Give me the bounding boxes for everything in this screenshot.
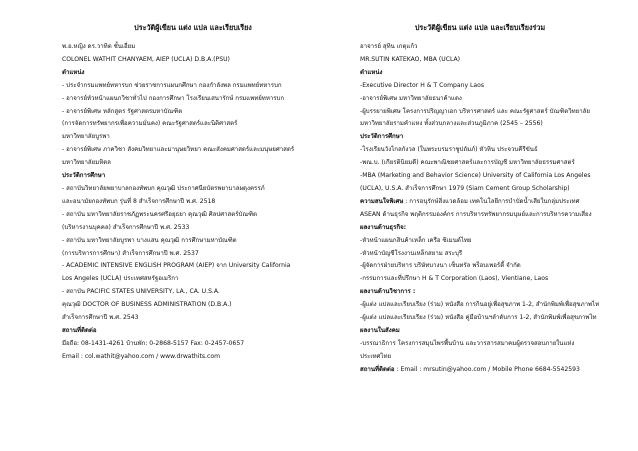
education-line: -MBA (Marketing and Behavior Science) University of California Los Angeles [360,172,591,180]
contact-paragraph [360,364,600,377]
society-heading: ผลงานในสังคม [360,326,400,334]
position-heading: ตำแหน่ง [360,68,383,76]
position-line: มหาวิทยาลัยมหิดล [62,159,111,167]
business-line: -ผู้จัดการฝ่ายบริหาร บริษัทบางนา เซ็นทรัล พร็อบเพอร์ตี้ จำกัด [360,262,521,270]
business-heading: ผลงานด้านธุรกิจ: [360,223,407,231]
education-line: - สถาบัน PACIFIC STATES UNIVERSITY, LA., CA. U.S.A. [62,288,220,296]
business-line: -กรรมการและที่ปรึกษา H & T Corporation (Laos), Vientiane, Laos [360,275,549,283]
contact-heading: สถานที่ติดต่อ [62,326,97,334]
education-line: - สถาบัน มหาวิทยาลัยราชภัฏพระนครศรีอยุธยา คุณวุฒิ ศิลปศาสตร์บัณฑิต [62,210,258,218]
education-line: -โรงเรียนวังไกลกังวล (ในพระบรมราชูปถัมภ์) หัวหิน ประจวบคีรีขันธ์ [360,146,538,154]
position-line: - อาจารย์หัวหน้าแผนกวิชาทั่วไป กองการศึกษา โรงเรียนเสนารักษ์ กรมแพทย์ทหารบก [62,94,285,102]
coauthor-name-thai: อาจารย์ สุทิน เกตุแก้ว [360,43,418,50]
education-line: -พณ.บ. (เกียรตินิยมดี) คณะพาณิชยศาสตร์และการบัญชี มหาวิทยาลัยธรรมศาสตร์ [360,159,575,167]
education-line: - สถาบันวิทยาลัยพยาบาลกองทัพบก คุณวุฒิ ประกาศนียบัตรพยาบาลผดุงครรภ์ [62,184,265,192]
academic-line: -ผู้แต่ง แปลและเรียบเรียง (ร่วม) หนังสือ การกินอยู่เพื่อสุขภาพ 1-2, สำนักพิมพ์เพื่อสุขภาพไท [360,301,600,309]
position-line: (การจัดการทรัพยากรเพื่อความมั่นคง) คณะรัฐศาสตร์และนิติศาสตร์ [62,120,238,128]
expertise-paragraph [360,196,600,222]
right-title: ประวัติผู้เขียน แต่ง แปล และเรียบเรียงร่วม [414,23,546,32]
left-column [62,22,324,364]
position-line: มหาวิทยาลัยบูรพา [62,133,110,141]
education-line: Los Angeles (UCLA) ประเทศสหรัฐอเมริกา [62,275,179,283]
position-line: - อาจารย์พิเศษ หลักสูตร รัฐศาสตรมหาบัณฑิต [62,107,183,115]
academic-heading: ผลงานด้านวิชาการ : [360,288,416,296]
email-website: Email : col.wathit@yahoo.com / www.drwathits.com [62,352,220,360]
author-name-english: COLONEL WATHIT CHANYAEM, AIEP (UCLA) D.B.A.(PSU) [62,55,230,63]
contact-text: : Email : mrsutin@yahoo.com / Mobile Phone 6684-5542593 [394,365,580,373]
position-line: - อาจารย์พิเศษ ภาควิชา สังคมวิทยาและมานุษยวิทยา คณะสังคมศาสตร์และมนุษยศาสตร์ [62,146,295,154]
education-line: - สถาบัน มหาวิทยาลัยบูรพา บางแสน คุณวุฒิ การศึกษามหาบัณฑิต [62,236,237,244]
expertise-label: ความสนใจพิเศษ [360,197,404,205]
education-line: (บริหารงานบุคคล) สำเร็จการศึกษาปี พ.ศ. 2533 [62,223,190,231]
position-line: -Executive Director H & T Company Laos [360,81,485,89]
education-line: สำเร็จการศึกษาปี พ.ศ. 2543 [62,314,139,322]
education-heading: ประวัติการศึกษา [360,133,404,141]
left-title: ประวัติผู้เขียน แต่ง แปล และเรียบเรียง [134,23,252,32]
education-line: (การบริหารการศึกษา) สำเร็จการศึกษาปี พ.ศ. 2537 [62,249,199,257]
education-line: คุณวุฒิ DOCTOR OF BUSINESS ADMINISTRATION (D.B.A.) [62,301,232,309]
position-heading: ตำแหน่ง [62,68,85,76]
position-line: - ประจำกรมแพทย์ทหารบก ช่วยราชการแผนกศึกษา กองกำลังพล กรมแพทย์ทหารบก [62,81,282,89]
academic-line: -ผู้แต่ง แปลและเรียบเรียง (ร่วม) หนังสือ คู่มือบ้านฯลำดับการ 1-2, สำนักพิมพ์เพื่อสุขภาพไท [360,314,597,322]
business-line: -หัวหน้าบัญชีโรงงานเหล็กสยาม สระบุรี [360,249,463,257]
coauthor-name-english: MR.SUTIN KATEKAO, MBA (UCLA) [360,55,461,63]
expertise-text: : การอนุรักษ์สิ่งแวดล้อม เทคโนโลยีการบำบัดน้ำเสียในกลุ่มประเทศ ASEAN ด้านธุรกิจ พฤติกรรมองค์กร การบริหารทรัพยากรมนุษย์และการบริหารความเสี่ยง [360,197,592,218]
education-heading: ประวัติการศึกษา [62,172,106,180]
education-line: และอนามัยกองทัพบก รุ่นที่ 8 สำเร็จการศึกษาปี พ.ศ. 2518 [62,197,216,205]
position-line: -ผู้บรรยายพิเศษ โครงการปริญญาเอก บริหารศาสตร์ และ คณะรัฐศาสตร์ บัณฑิตวิทยาลัย มหาวิทยาลัยรามคำแหง ทั้งส่วนกลางและส่วนภูมิภาค (2545 – 2556) [360,107,590,128]
author-name-thai: พ.อ.หญิง ดร.วาทิต ชั้นเอี่ยม [62,43,136,50]
right-column [360,22,600,377]
position-line: -อาจารย์พิเศษ มหาวิทยาลัยธนาค้าแดง [360,94,462,102]
society-line: -บรรณาธิการ โครงการสมุนไพรพื้นบ้าน และวารสารสมาคมผู้ตรวจสอบภายในแห่งประเทศไทย [360,339,575,360]
education-line: - ACADEMIC INTENSIVE ENGLISH PROGRAM (AIEP) จาก University California [62,262,291,270]
business-line: -หัวหน้าแผนกสินค้าเหล็ก เครือ ซิเมนต์ไทย [360,236,472,244]
phone-numbers: มือถือ: 08-1431-4261 บ้านพัก: 0-2868-5157 Fax: 0-2457-0657 [62,339,245,347]
education-line: (UCLA), U.S.A. สำเร็จการศึกษา 1979 (Siam Cement Group Scholarship) [360,184,570,192]
contact-label: สถานที่ติดต่อ [360,365,395,373]
